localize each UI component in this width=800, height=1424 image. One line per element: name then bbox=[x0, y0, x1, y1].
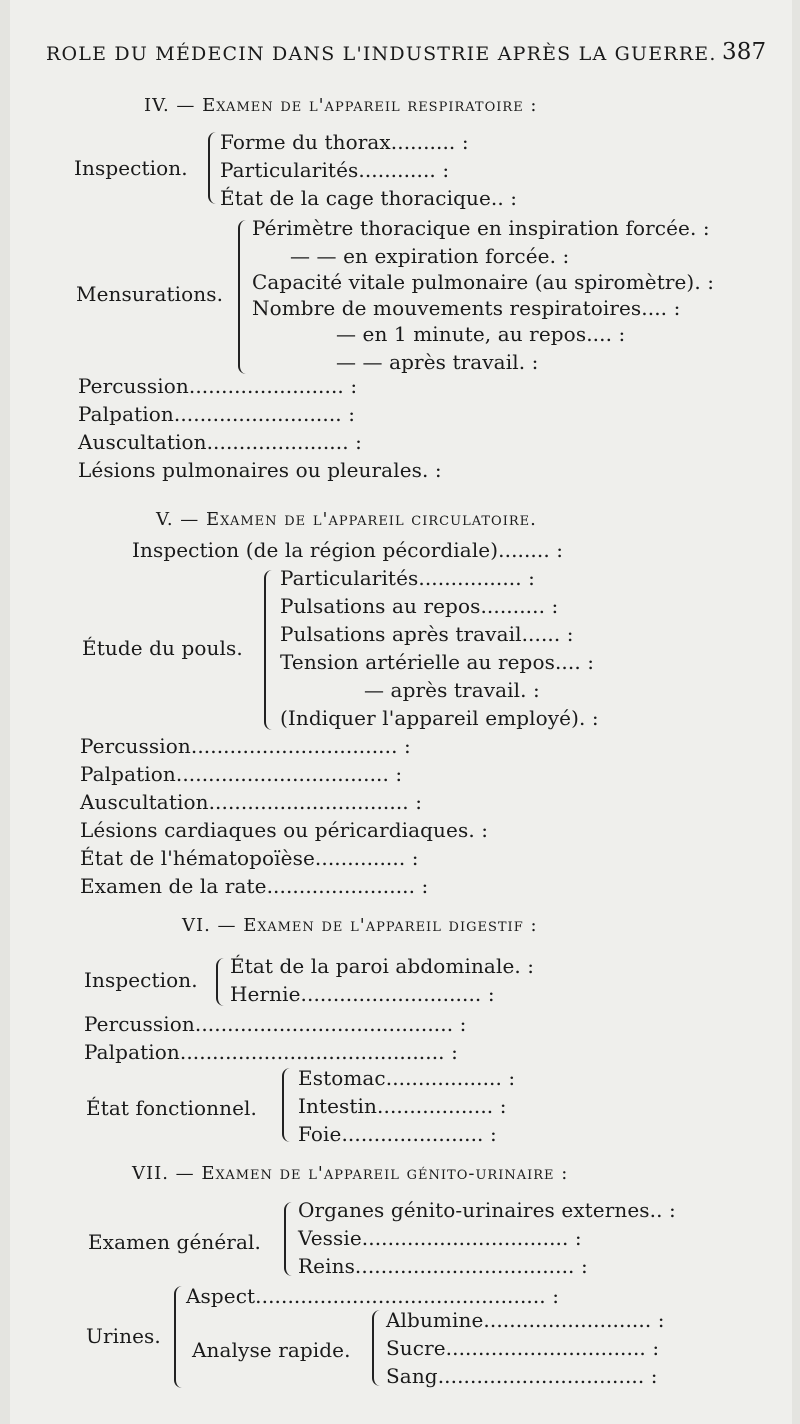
brace bbox=[238, 220, 248, 374]
brace bbox=[284, 1202, 294, 1276]
scan-left-edge bbox=[0, 0, 10, 1424]
sec4-mensuration-item: Périmètre thoracique en inspiration forcée. : bbox=[252, 216, 710, 240]
sec6-inspection-item: État de la paroi abdominale. : bbox=[230, 954, 535, 978]
sec7-analyse-item: Sang................................ : bbox=[386, 1364, 658, 1388]
running-title: ROLE DU MÉDECIN DANS L'INDUSTRIE APRÈS LA GUERRE. bbox=[46, 43, 717, 65]
brace bbox=[208, 132, 218, 204]
sec5-pouls-item: Particularités................ : bbox=[280, 566, 535, 590]
scan-right-edge bbox=[792, 0, 800, 1424]
sec5-inspection: Inspection (de la région pécordiale)........ : bbox=[132, 538, 564, 562]
section-vii-title: VII. — Examen de l'appareil génito-urinaire : bbox=[132, 1163, 569, 1184]
sec5-pouls-item: — après travail. : bbox=[364, 678, 540, 702]
sec7-analyse-item: Albumine.......................... : bbox=[386, 1308, 665, 1332]
sec5-pouls-item: Tension artérielle au repos.... : bbox=[280, 650, 595, 674]
section-iv-title: IV. — Examen de l'appareil respiratoire : bbox=[144, 95, 538, 116]
sec6-line: Palpation......................................... : bbox=[84, 1040, 458, 1064]
sec5-line: État de l'hématopoïèse.............. : bbox=[80, 846, 419, 870]
sec6-fonction-item: Foie...................... : bbox=[298, 1122, 497, 1146]
sec5-pouls-item: Pulsations après travail...... : bbox=[280, 622, 574, 646]
sec4-mensuration-item: Capacité vitale pulmonaire (au spiromètre). : bbox=[252, 270, 715, 294]
sec5-pouls-item: (Indiquer l'appareil employé). : bbox=[280, 706, 599, 730]
sec7-urines-label: Urines. bbox=[86, 1324, 161, 1348]
sec4-inspection-item: État de la cage thoracique.. : bbox=[220, 186, 518, 210]
sec6-line: Percussion........................................ : bbox=[84, 1012, 467, 1036]
brace bbox=[282, 1068, 292, 1142]
sec6-fonction-item: Intestin.................. : bbox=[298, 1094, 507, 1118]
sec4-line: Percussion........................ : bbox=[78, 374, 358, 398]
sec5-line: Examen de la rate....................... : bbox=[80, 874, 429, 898]
sec7-general-item: Vessie................................ : bbox=[298, 1226, 582, 1250]
sec4-mensuration-item: — — en expiration forcée. : bbox=[290, 244, 570, 268]
brace bbox=[174, 1286, 184, 1388]
sec7-general-label: Examen général. bbox=[88, 1230, 261, 1254]
sec4-mensuration-item: — — après travail. : bbox=[336, 350, 539, 374]
sec4-inspection-label: Inspection. bbox=[74, 156, 188, 180]
sec7-aspect: Aspect............................................. : bbox=[186, 1284, 560, 1308]
sec5-line: Palpation................................. : bbox=[80, 762, 403, 786]
sec4-inspection-item: Particularités............ : bbox=[220, 158, 450, 182]
sec7-general-item: Organes génito-urinaires externes.. : bbox=[298, 1198, 676, 1222]
page-number: 387 bbox=[722, 39, 767, 65]
sec7-general-item: Reins.................................. : bbox=[298, 1254, 588, 1278]
sec7-analyse-label: Analyse rapide. bbox=[192, 1338, 351, 1362]
sec5-pouls-item: Pulsations au repos.......... : bbox=[280, 594, 559, 618]
section-v-title: V. — Examen de l'appareil circulatoire. bbox=[156, 509, 537, 530]
sec5-line: Auscultation............................... : bbox=[80, 790, 423, 814]
sec4-line: Palpation.......................... : bbox=[78, 402, 356, 426]
brace bbox=[216, 958, 225, 1006]
sec4-line: Lésions pulmonaires ou pleurales. : bbox=[78, 458, 442, 482]
brace bbox=[372, 1310, 382, 1386]
sec4-mensuration-item: — en 1 minute, au repos.... : bbox=[336, 322, 626, 346]
section-vi-title: VI. — Examen de l'appareil digestif : bbox=[182, 915, 538, 936]
sec4-line: Auscultation...................... : bbox=[78, 430, 362, 454]
brace bbox=[264, 570, 274, 730]
sec7-analyse-item: Sucre............................... : bbox=[386, 1336, 660, 1360]
sec6-inspection-item: Hernie............................ : bbox=[230, 982, 495, 1006]
sec4-mensuration-item: Nombre de mouvements respiratoires.... : bbox=[252, 296, 681, 320]
sec4-mensurations-label: Mensurations. bbox=[76, 282, 224, 306]
sec4-inspection-item: Forme du thorax.......... : bbox=[220, 130, 469, 154]
sec6-fonction-item: Estomac.................. : bbox=[298, 1066, 516, 1090]
sec6-fonction-label: État fonctionnel. bbox=[86, 1096, 258, 1120]
sec5-pouls-label: Étude du pouls. bbox=[82, 636, 243, 660]
sec6-inspection-label: Inspection. bbox=[84, 968, 198, 992]
sec5-line: Lésions cardiaques ou péricardiaques. : bbox=[80, 818, 489, 842]
sec5-line: Percussion................................ : bbox=[80, 734, 411, 758]
